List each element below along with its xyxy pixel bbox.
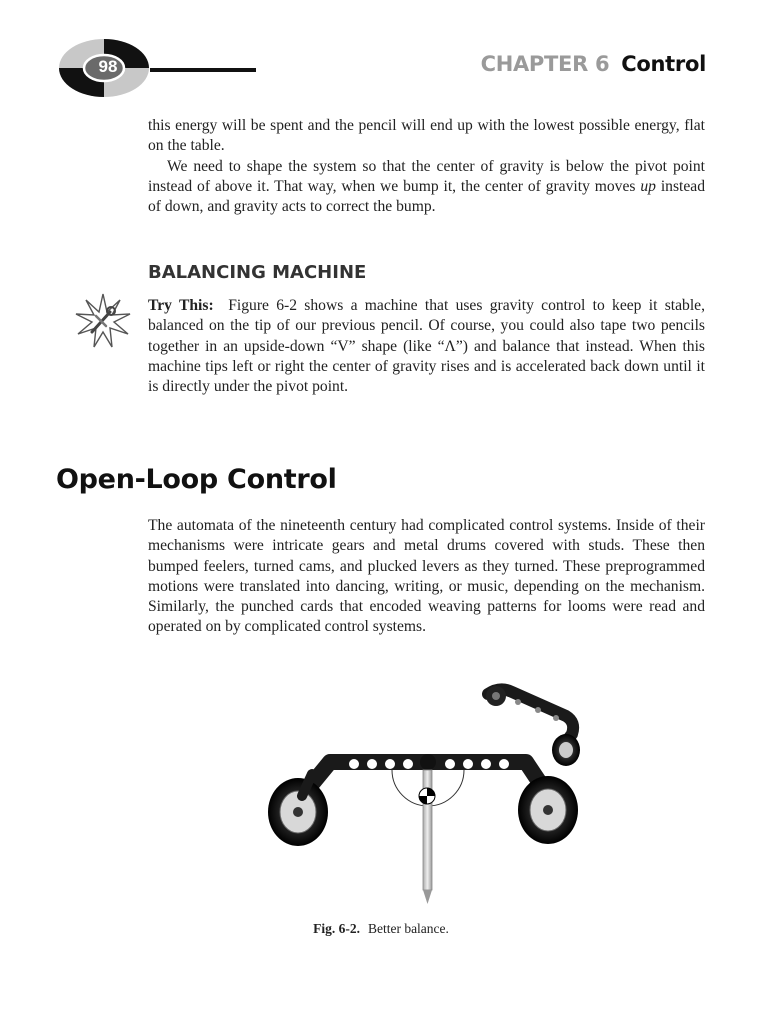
intro-emphasis: up <box>640 177 656 195</box>
running-head <box>481 52 706 76</box>
header-rule <box>150 68 256 72</box>
open-loop-paragraph: The automata of the nineteenth century had complicated control systems. Inside of their mechanisms were intricate gears and metal drums covered with studs. These then bumped feelers, turned cams, and plucked levers as they turned. These preprogrammed motions were translated into dancing, writing, or music, depending on the mechanism. Similarly, the punched cards that encoded weaving patterns for looms were read and operated on by complicated control systems. <box>148 517 705 636</box>
intro-text <box>148 116 705 217</box>
balancing-body: Figure 6-2 shows a machine that uses gravity control to keep it stable, balanced on the tip of our previous pencil. Of course, you could also tape two pencils together in an upside-down “V” shape (like “Λ”) and balance that instead. When this machine tips left or right the center of gravity rises and is accelerated back down until it is directly under the pivot point. <box>148 297 705 396</box>
try-this-icon <box>74 292 132 350</box>
section-heading: Open-Loop Control <box>56 464 337 495</box>
chapter-label: CHAPTER 6 <box>480 52 610 76</box>
intro-paragraph-1: this energy will be spent and the pencil will end up with the lowest possible energy, flat on the table. <box>148 117 705 155</box>
open-loop-text <box>148 516 705 638</box>
figure-caption-text: Better balance. <box>367 921 449 936</box>
try-this-lead: Try This: <box>148 297 214 314</box>
intro-paragraph-2-end: instead of down, and gravity acts to correct the bump. <box>148 177 705 216</box>
balancing-machine-figure <box>260 678 600 908</box>
figure-label: Fig. 6-2. <box>313 921 360 936</box>
right-wheel <box>518 776 578 844</box>
balancing-text <box>148 296 705 397</box>
center-of-gravity-marker <box>419 788 435 804</box>
balancing-paragraph <box>148 296 705 397</box>
chapter-title: Control <box>621 52 706 76</box>
figure-caption <box>0 921 762 937</box>
intro-paragraph-2-start: We need to shape the system so that the center of gravity is below the pivot point instead of above it. That way, when we bump it, the center of gravity moves <box>148 157 705 195</box>
balancing-heading: BALANCING MACHINE <box>148 262 367 283</box>
page-number: 98 <box>98 57 118 76</box>
intro-paragraph-2 <box>148 157 705 218</box>
